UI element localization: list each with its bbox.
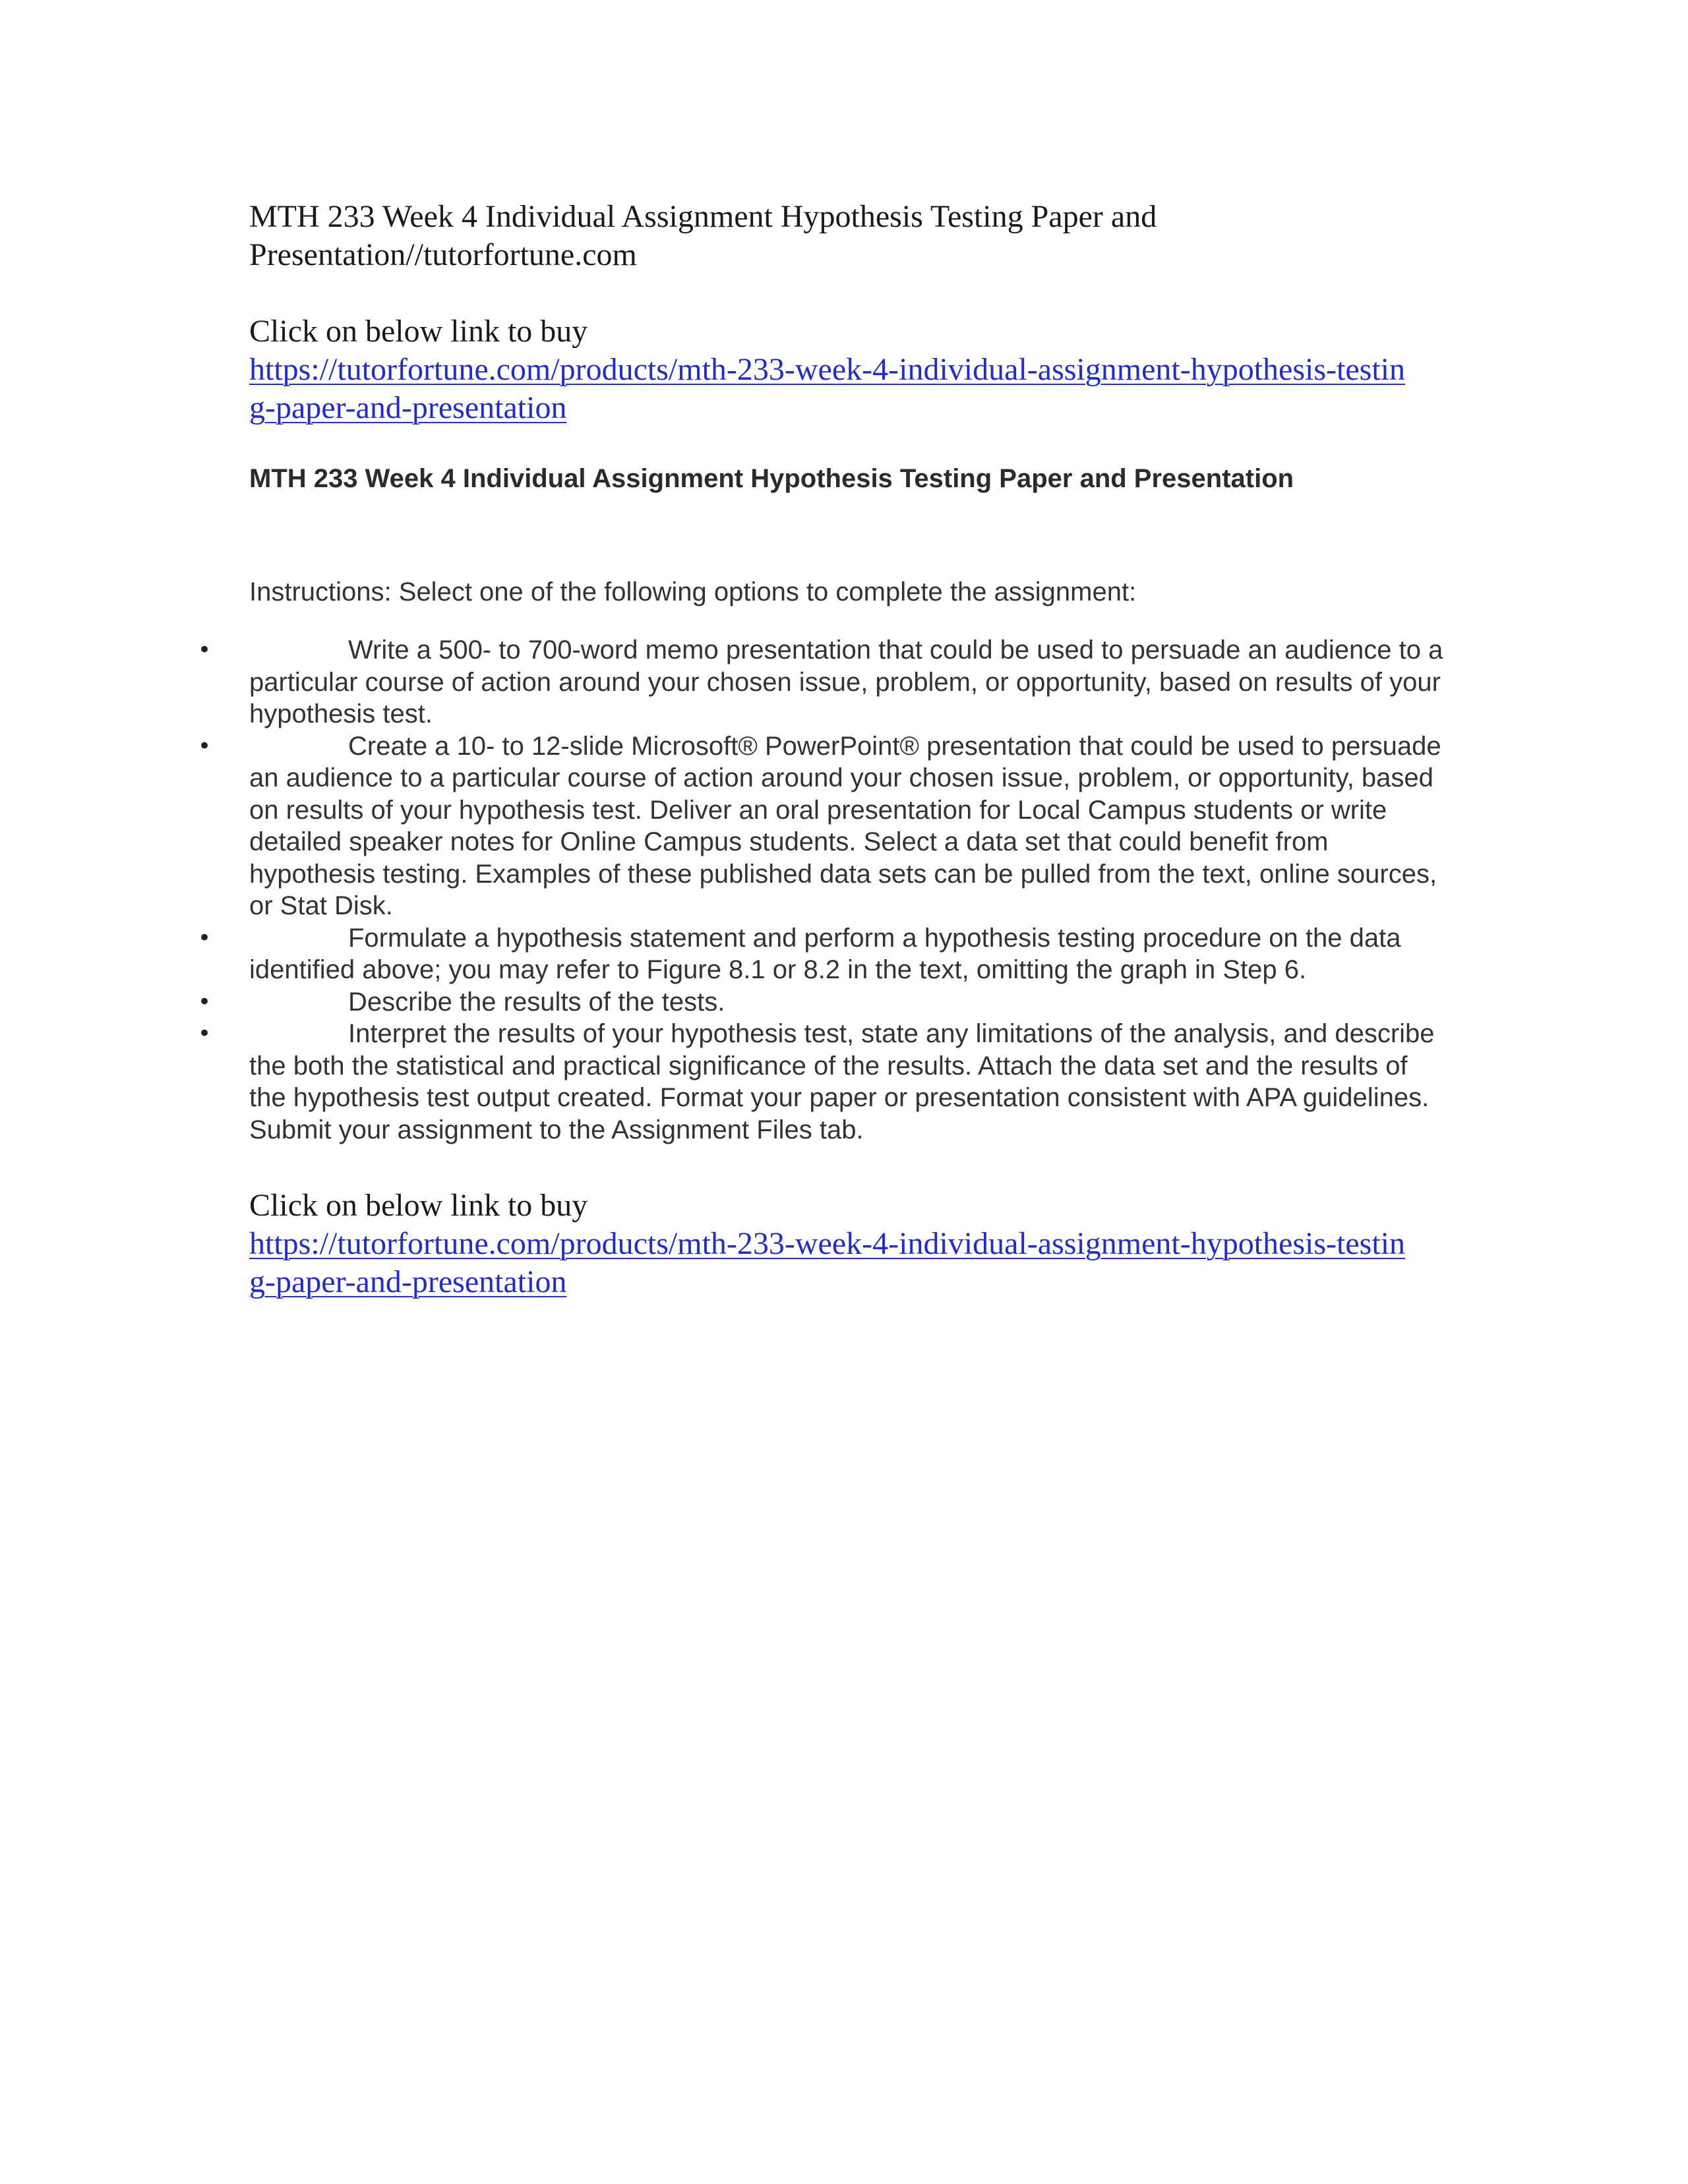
bullet-icon: • [198, 1020, 212, 1047]
list-item [198, 634, 1449, 730]
list-item [198, 730, 1449, 922]
bullet-icon: • [198, 732, 212, 759]
buy-link[interactable]: https://tutorfortune.com/products/mth-233-week-4-individual-assignment-hypothesis-testing-paper-and-presentation [249, 352, 1406, 425]
buy-link-block-top [249, 312, 1469, 427]
instructions-text: Instructions: Select one of the following options to complete the assignment: [249, 577, 1137, 606]
list-item-text: Interpret the results of your hypothesis test, state any limitations of the analysis, and describe the both the statistical and practical significance of the results. Attach the data set and the results of the hypothesis test output created. Format your paper or presentation consistent with APA guidelines. Submit your assignment to the Assignment Files tab. [249, 1019, 1435, 1144]
list-item [198, 922, 1449, 986]
list-item-text: Create a 10- to 12-slide Microsoft® PowerPoint® presentation that could be used to persuade an audience to a particular course of action around your chosen issue, problem, or opportunity, based on results of your hypothesis test. Deliver an oral presentation for Local Campus students or write detailed speaker notes for Online Campus students. Select a data set that could benefit from hypothesis testing. Examples of these published data sets can be pulled from the text, online sources, or Stat Disk. [249, 731, 1441, 920]
document-title: MTH 233 Week 4 Individual Assignment Hypothesis Testing Paper and Presentation//tutorfortune.com [249, 199, 1157, 272]
bullet-icon: • [198, 637, 212, 663]
document-content [198, 198, 1469, 1301]
list-item-text: Write a 500- to 700-word memo presentation that could be used to persuade an audience to a particular course of action around your chosen issue, problem, or opportunity, based on results of your hypothesis test. [249, 635, 1443, 728]
buy-link-block-bottom [249, 1187, 1469, 1301]
bullet-icon: • [198, 988, 212, 1015]
buy-label: Click on below link to buy [249, 1188, 588, 1223]
list-item-text: Describe the results of the tests. [348, 987, 725, 1017]
buy-label: Click on below link to buy [249, 314, 588, 349]
list-item [198, 1018, 1449, 1146]
instructions-list [198, 634, 1449, 1146]
bullet-icon: • [198, 924, 212, 951]
list-item-text: Formulate a hypothesis statement and perform a hypothesis testing procedure on the data identified above; you may refer to Figure 8.1 or 8.2 in the text, omitting the graph in Step 6. [249, 923, 1401, 984]
buy-link[interactable]: https://tutorfortune.com/products/mth-233-week-4-individual-assignment-hypothesis-testing-paper-and-presentation [249, 1226, 1406, 1299]
list-item [198, 986, 1449, 1018]
assignment-heading: MTH 233 Week 4 Individual Assignment Hypothesis Testing Paper and Presentation [249, 464, 1294, 493]
